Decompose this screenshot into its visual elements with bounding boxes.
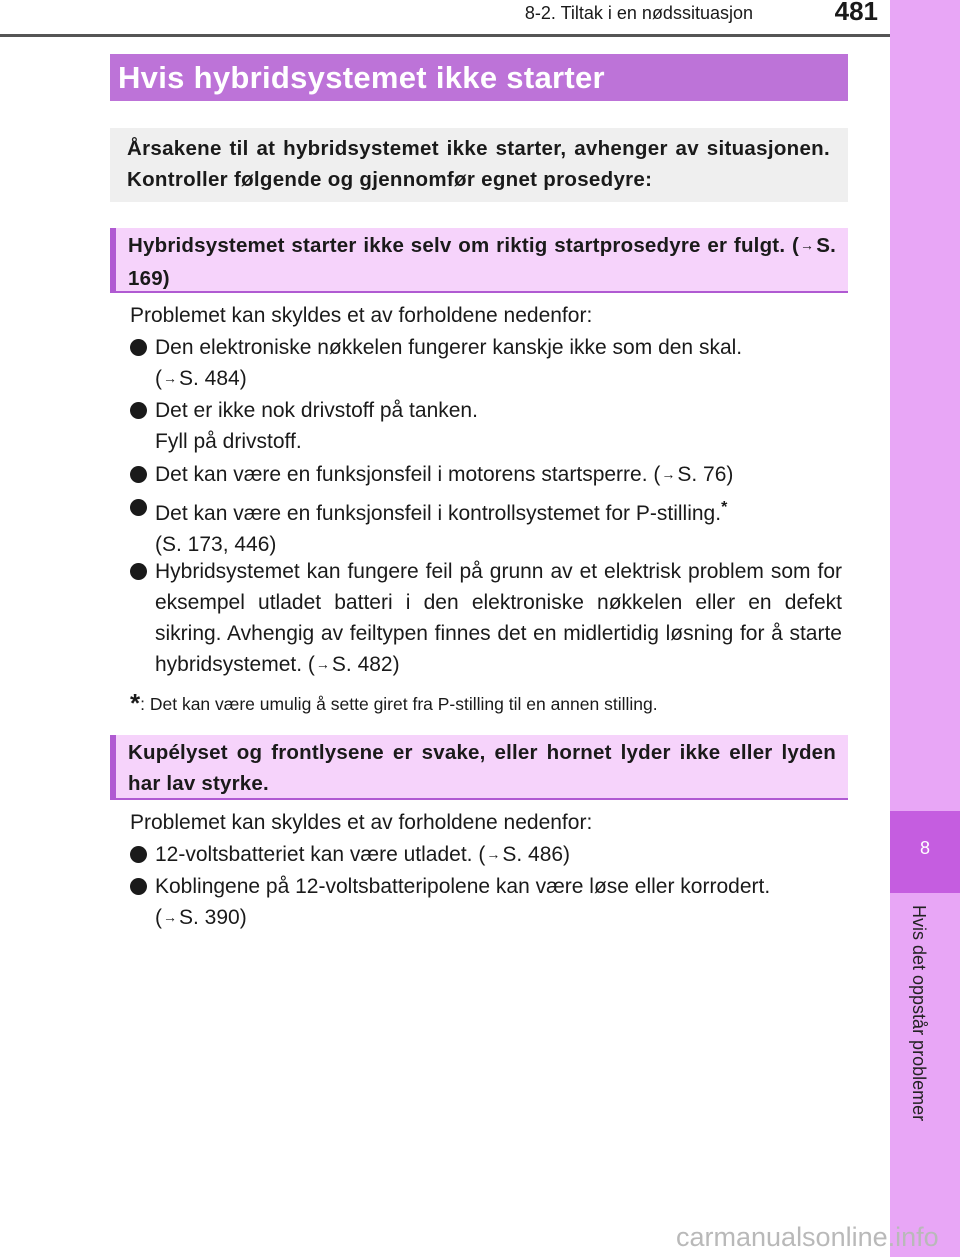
ref-open: ( — [155, 906, 162, 929]
arrow-icon: → — [486, 846, 501, 862]
arrow-icon: → — [661, 466, 676, 482]
intro-text: Årsakene til at hybridsystemet ikke starter, avhenger av situasjonen. Kontroller følgende og gjennomfør egnet prosedyre: — [127, 137, 830, 191]
footnote-marker: * — [721, 499, 728, 516]
section2-lead: Problemet kan skyldes et av forholdene nedenfor: — [130, 811, 593, 834]
section1-lead: Problemet kan skyldes et av forholdene nedenfor: — [130, 304, 593, 327]
list-item-text-line2: (S. 173, 446) — [155, 533, 277, 556]
bullet-icon — [130, 466, 147, 483]
arrow-icon: → — [800, 237, 815, 253]
section1-heading — [128, 230, 836, 294]
section1-heading-text: Hybridsystemet starter ikke selv om riktig startprosedyre er fulgt. ( — [128, 234, 800, 257]
list-item — [130, 492, 842, 560]
list-item-text: Koblingene på 12-voltsbatteripolene kan være løse eller korrodert. — [155, 875, 771, 898]
list-item — [130, 459, 842, 492]
section2-heading-box — [110, 735, 848, 800]
page-ref: S. 486) — [502, 843, 571, 866]
bullet-icon — [130, 402, 147, 419]
list-item — [130, 839, 842, 872]
chapter-number: 8 — [919, 838, 930, 858]
intro-box — [110, 128, 848, 202]
title-band — [110, 54, 848, 101]
section1-heading-box — [110, 228, 848, 293]
side-tab-upper — [890, 0, 960, 811]
page-ref: S. 484) — [179, 367, 247, 390]
bullet-icon — [130, 499, 147, 516]
watermark: carmanualsonline.info — [676, 1222, 939, 1252]
footnote — [130, 688, 658, 719]
arrow-icon: → — [315, 656, 330, 672]
list-item-text-line2: Fyll på drivstoff. — [155, 430, 302, 453]
page-ref: S. 482) — [331, 653, 400, 676]
page-number: 481 — [834, 0, 878, 26]
chapter-title: Hvis det oppstår problemer — [909, 905, 929, 1122]
bullet-icon — [130, 846, 147, 863]
ref-open: ( — [155, 367, 162, 390]
arrow-icon: → — [163, 909, 177, 925]
list-item — [130, 395, 842, 457]
list-item — [130, 556, 842, 682]
list-item-text: 12-voltsbatteriet kan være utladet. ( — [155, 843, 486, 866]
section-header: 8-2. Tiltak i en nødssituasjon — [524, 3, 753, 23]
list-item-text: Det kan være en funksjonsfeil i kontrollsystemet for P-stilling. — [155, 502, 722, 525]
list-item-text: Den elektroniske nøkkelen fungerer kanskje ikke som den skal. — [155, 336, 743, 359]
bullet-icon — [130, 878, 147, 895]
arrow-icon: → — [163, 370, 177, 386]
list-item — [130, 871, 842, 935]
list-item-text: Hybridsystemet kan fungere feil på grunn av et elektrisk problem som for eksempel utladet batteri i den elektroniske nøkkelen eller en defekt sikring. Avhengig av feiltypen finnes det en midlertidig løsning for å starte hybridsystemet. ( — [155, 560, 842, 676]
bullet-icon — [130, 339, 147, 356]
list-item — [130, 332, 842, 396]
footnote-text: : Det kan være umulig å sette giret fra P-stilling til en annen stilling. — [140, 694, 658, 714]
section1-heading-ref: S. 169) — [128, 234, 836, 290]
list-item-text: Det er ikke nok drivstoff på tanken. — [155, 399, 478, 422]
bullet-icon — [130, 563, 147, 580]
list-item-text: Det kan være en funksjonsfeil i motorens startsperre. ( — [155, 463, 661, 486]
footnote-star: * — [130, 688, 141, 718]
page-ref: S. 76) — [677, 463, 734, 486]
page-ref: S. 390) — [179, 906, 247, 929]
page-title: Hvis hybridsystemet ikke starter — [118, 60, 605, 95]
header-divider — [0, 34, 890, 37]
section2-heading: Kupélyset og frontlysene er svake, eller hornet lyder ikke eller lyden har lav styrke. — [128, 741, 836, 795]
